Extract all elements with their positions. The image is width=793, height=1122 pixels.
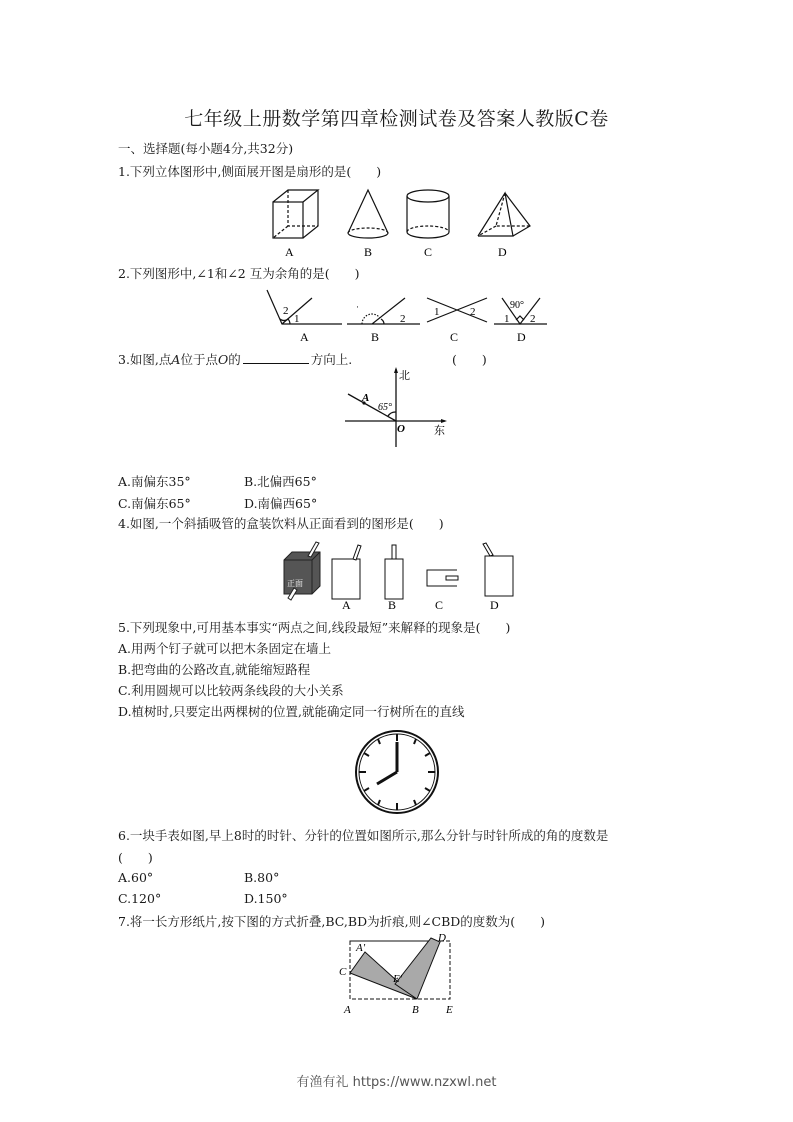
question-3-option-b[interactable]: B.北偏西65° <box>244 474 317 489</box>
svg-text:C: C <box>450 330 459 344</box>
svg-text:D: D <box>498 245 507 259</box>
answer-blank[interactable] <box>243 351 309 364</box>
section-heading: 一、选择题(每小题4分,共32分) <box>118 141 294 156</box>
svg-text:B: B <box>371 330 380 344</box>
cube-icon <box>273 190 318 238</box>
svg-text:E: E <box>446 1004 453 1016</box>
cylinder-icon <box>407 190 449 238</box>
page-title: 七年级上册数学第四章检测试卷及答案人教版C卷 <box>184 108 609 130</box>
svg-text:B: B <box>412 1004 419 1016</box>
svg-text:A: A <box>362 392 370 404</box>
question-6-option-b[interactable]: B.80° <box>244 870 280 885</box>
svg-text:正面: 正面 <box>287 579 303 588</box>
question-1-figure <box>268 186 538 258</box>
question-1-stem: 1.下列立体图形中,侧面展开图是扇形的是( ) <box>118 164 382 179</box>
question-3-stem: 3.如图,点A位于点O的 方向上. <box>118 352 353 367</box>
svg-text:2: 2 <box>530 313 536 325</box>
svg-text:D: D <box>438 932 446 944</box>
question-5-option-b[interactable]: B.把弯曲的公路改直,就能缩短路程 <box>118 662 311 677</box>
question-3-paren: ( ) <box>452 352 487 367</box>
svg-text:65°: 65° <box>378 402 392 413</box>
question-2-stem: 2.下列图形中,∠1和∠2 互为余角的是( ) <box>118 266 360 281</box>
question-6-option-d[interactable]: D.150° <box>244 891 288 906</box>
clock-icon <box>354 729 440 815</box>
question-3-compass-figure <box>340 365 455 450</box>
question-6-stem: 6.一块手表如图,早上8时的时针、分针的位置如图所示,那么分针与时针所成的角的度数是 <box>118 828 609 843</box>
svg-text:东: 东 <box>434 425 445 437</box>
question-6-option-c[interactable]: C.120° <box>118 891 162 906</box>
svg-text:2: 2 <box>470 306 476 318</box>
svg-text:A: A <box>344 1004 351 1016</box>
question-3-option-c[interactable]: C.南偏东65° <box>118 496 191 511</box>
question-5-option-c[interactable]: C.利用圆规可以比较两条线段的大小关系 <box>118 683 344 698</box>
question-7-fold-figure <box>330 927 470 1019</box>
question-5-option-a[interactable]: A.用两个钉子就可以把木条固定在墙上 <box>118 641 332 656</box>
question-4-stem: 4.如图,一个斜插吸管的盒装饮料从正面看到的图形是( ) <box>118 516 444 531</box>
svg-text:O: O <box>397 423 405 435</box>
svg-text:A': A' <box>356 942 366 954</box>
cone-icon <box>348 190 388 238</box>
svg-text:2: 2 <box>283 305 289 317</box>
question-4-figure <box>280 540 520 612</box>
svg-text:A: A <box>300 330 309 344</box>
svg-text:90°: 90° <box>510 300 524 311</box>
svg-text:·: · <box>356 302 359 312</box>
svg-text:D: D <box>490 598 499 612</box>
svg-text:1: 1 <box>434 306 440 318</box>
svg-text:1: 1 <box>294 313 300 325</box>
svg-text:E': E' <box>393 973 403 985</box>
svg-text:2: 2 <box>400 313 406 325</box>
question-3-option-d[interactable]: D.南偏西65° <box>244 496 318 511</box>
svg-text:A: A <box>342 598 351 612</box>
svg-text:北: 北 <box>399 370 410 382</box>
svg-text:C: C <box>424 245 433 259</box>
svg-text:B: B <box>364 245 373 259</box>
svg-text:1: 1 <box>504 313 510 325</box>
question-6-option-a[interactable]: A.60° <box>118 870 154 885</box>
svg-text:C: C <box>435 598 444 612</box>
question-6-paren: ( ) <box>118 850 153 865</box>
question-5-option-d[interactable]: D.植树时,只要定出两棵树的位置,就能确定同一行树所在的直线 <box>118 704 465 719</box>
svg-text:C: C <box>339 966 347 978</box>
drink-box-icon <box>284 542 320 600</box>
question-5-stem: 5.下列现象中,可用基本事实“两点之间,线段最短”来解释的现象是( ) <box>118 620 511 635</box>
svg-text:B: B <box>388 598 397 612</box>
question-7-stem: 7.将一长方形纸片,按下图的方式折叠,BC,BD为折痕,则∠CBD的度数为( ) <box>118 914 546 929</box>
question-2-figure <box>262 288 542 344</box>
svg-text:A: A <box>285 245 294 259</box>
pyramid-icon <box>478 193 530 236</box>
footer-watermark: 有渔有礼 https://www.nzxwl.net <box>296 1075 497 1090</box>
hour-hand <box>377 772 397 784</box>
svg-text:D: D <box>517 330 526 344</box>
question-3-option-a[interactable]: A.南偏东35° <box>118 474 191 489</box>
